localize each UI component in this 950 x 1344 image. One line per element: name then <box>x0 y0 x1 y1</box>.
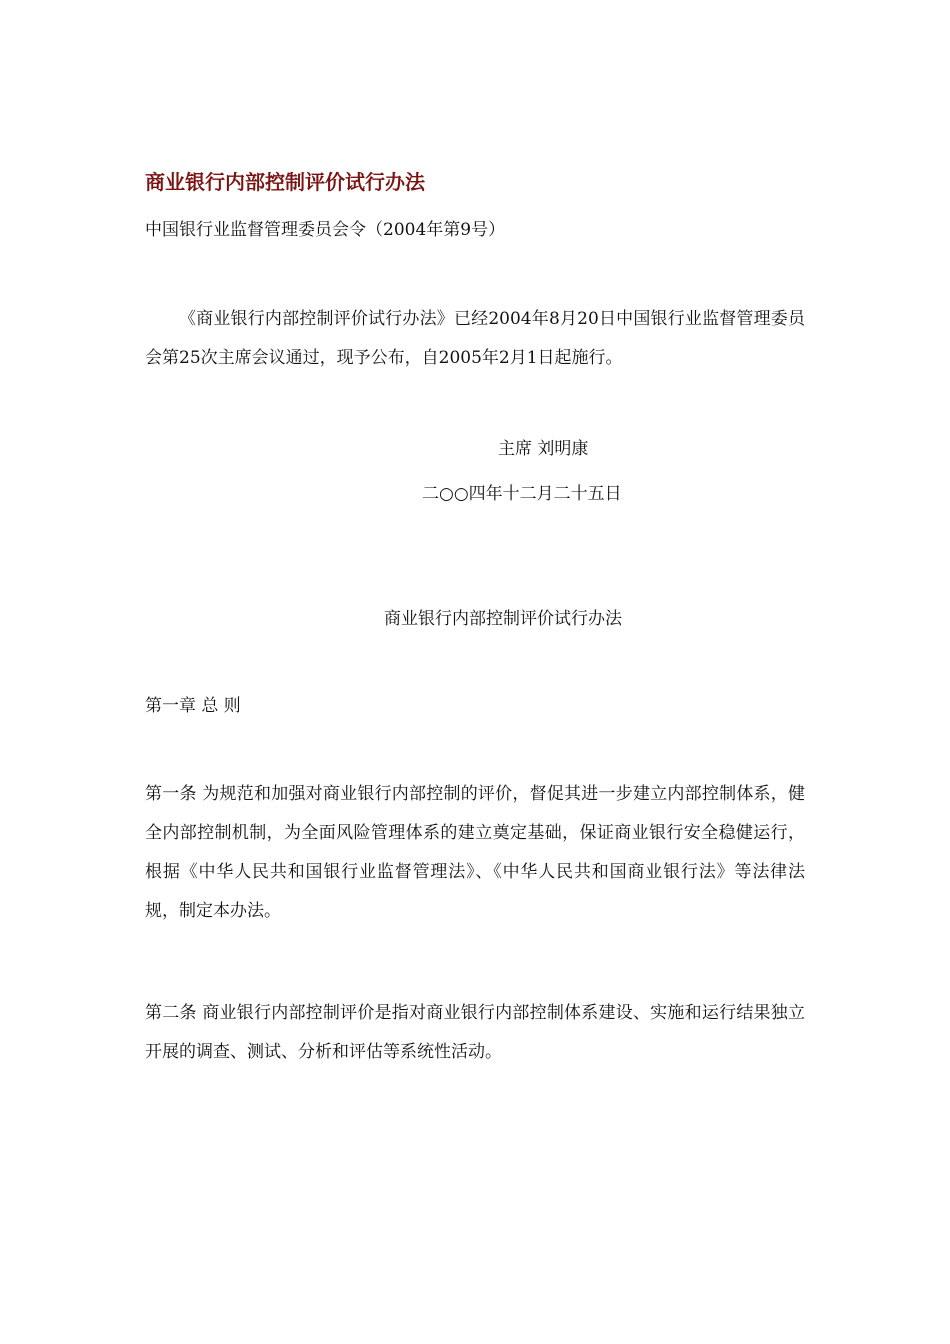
signature-date: 二○○四年十二月二十五日 <box>422 484 622 504</box>
document-title: 商业银行内部控制评价试行办法 <box>145 170 425 194</box>
article-1: 第一条 为规范和加强对商业银行内部控制的评价，督促其进一步建立内部控制体系，健全内部控制机制，为全面风险管理体系的建立奠定基础，保证商业银行安全稳健运行，根据《中华人民共和国银行业监督管理法》、《中华人民共和国商业银行法》等法律法规，制定本办法。 <box>145 784 805 921</box>
chapter-heading: 第一章 总 则 <box>145 696 241 716</box>
body-subtitle: 商业银行内部控制评价试行办法 <box>384 609 622 629</box>
decree-number: 中国银行业监督管理委员会令（2004年第9号） <box>145 220 506 240</box>
intro-paragraph: 《商业银行内部控制评价试行办法》已经2004年8月20日中国银行业监督管理委员会第25次主席会议通过，现予公布，自2005年2月1日起施行。 <box>145 309 805 368</box>
article-2: 第二条 商业银行内部控制评价是指对商业银行内部控制体系建设、实施和运行结果独立开展的调查、测试、分析和评估等系统性活动。 <box>145 1003 805 1062</box>
signatory: 主席 刘明康 <box>498 439 589 459</box>
